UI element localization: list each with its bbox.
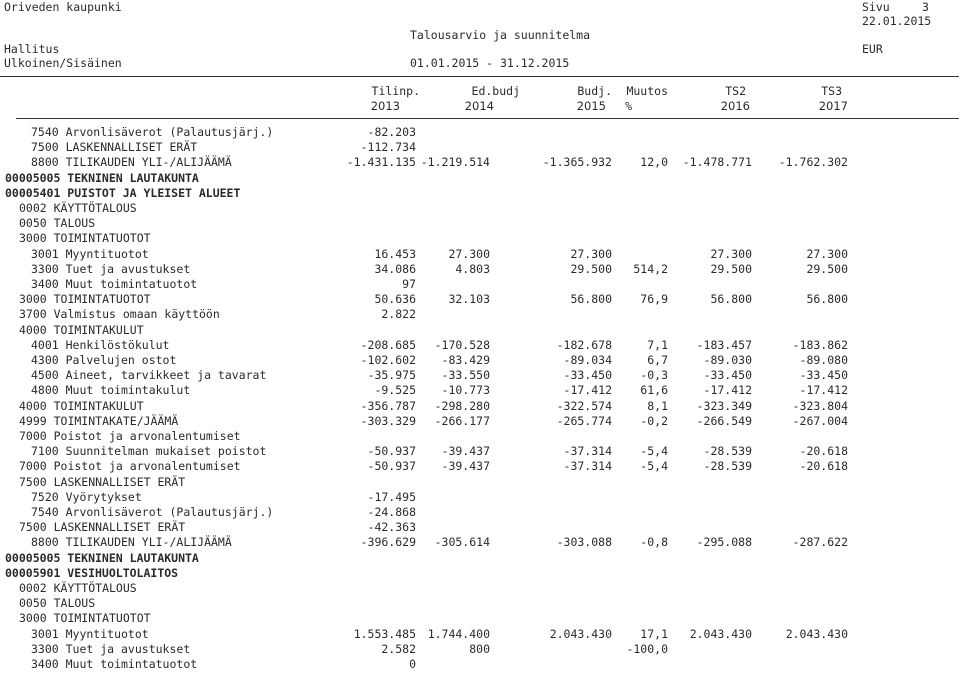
row-label: 00005901 VESIHUOLTOLAITOS	[5, 565, 179, 580]
cell-budj: -37.314	[563, 459, 612, 474]
cell-edbudj: -298.280	[434, 398, 490, 413]
row-label: 3700 Valmistus omaan käyttöön	[19, 307, 220, 322]
cell-edbudj: -39.437	[441, 459, 490, 474]
cell-edbudj: -1.219.514	[420, 155, 490, 170]
cell-tilinp: 2.822	[381, 307, 416, 322]
row-label: 3000 TOIMINTATUOTOT	[19, 231, 151, 246]
col-header-edbudj: Ed.budj	[471, 84, 520, 98]
row-label: 4000 TOIMINTAKULUT	[19, 322, 144, 337]
row-label: 7500 LASKENNALLISET ERÄT	[31, 140, 198, 155]
cell-ts3: -20.618	[799, 444, 848, 459]
row-label: 7000 Poistot ja arvonalentumiset	[19, 429, 241, 443]
cell-tilinp: -17.495	[367, 489, 416, 504]
cell-tilinp: 2.582	[381, 641, 416, 656]
cell-edbudj: 27.300	[448, 246, 490, 261]
row-label: 4500 Aineet, tarvikkeet ja tavarat	[31, 368, 267, 383]
row-label: 4000 TOIMINTAKULUT	[19, 398, 144, 413]
cell-edbudj: -33.550	[441, 368, 490, 383]
cell-budj: 2.043.430	[549, 626, 612, 641]
cell-ts3: -1.762.302	[778, 155, 848, 170]
unit-name: Ulkoinen/Sisäinen	[4, 56, 122, 70]
col-header-ts2: TS2	[725, 84, 746, 98]
cell-tilinp: -356.787	[360, 398, 416, 413]
cell-edbudj: -83.429	[441, 353, 490, 367]
cell-muutos: 12,0	[640, 155, 668, 170]
cell-edbudj: 1.744.400	[427, 626, 490, 641]
cell-tilinp: -24.868	[367, 505, 416, 519]
cell-ts3: 2.043.430	[785, 626, 848, 641]
currency-label: EUR	[862, 42, 883, 56]
cell-budj: -322.574	[556, 398, 612, 413]
cell-muutos: 6,7	[647, 353, 668, 367]
cell-tilinp: -102.602	[360, 353, 416, 367]
report-period: 01.01.2015 - 31.12.2015	[410, 56, 570, 70]
row-label: 3001 Myyntituotot	[31, 246, 149, 261]
row-label: 3300 Tuet ja avustukset	[31, 641, 191, 656]
cell-tilinp: 0	[409, 657, 416, 671]
row-label: 00005401 PUISTOT JA YLEISET ALUEET	[5, 185, 241, 200]
cell-budj: -265.774	[556, 413, 612, 428]
row-label: 7500 LASKENNALLISET ERÄT	[19, 474, 186, 489]
cell-ts3: -267.004	[792, 413, 848, 428]
cell-edbudj: -170.528	[434, 337, 490, 352]
cell-muutos: -0,8	[640, 535, 668, 550]
page-number: 3	[922, 0, 929, 14]
cell-ts3: -183.862	[792, 337, 848, 352]
cell-muutos: -100,0	[626, 641, 668, 656]
row-label: 0050 TALOUS	[19, 596, 96, 611]
cell-ts3: 29.500	[806, 261, 848, 276]
cell-edbudj: -39.437	[441, 444, 490, 459]
cell-budj: 27.300	[570, 246, 612, 261]
cell-muutos: 17,1	[640, 626, 668, 641]
cell-tilinp: -1.431.135	[346, 155, 416, 170]
cell-edbudj: 800	[469, 641, 490, 656]
cell-budj: -37.314	[563, 444, 612, 459]
row-label: 4800 Muut toimintakulut	[31, 383, 191, 398]
row-label: 0002 KÄYTTÖTALOUS	[19, 581, 137, 595]
row-label: 8800 TILIKAUDEN YLI-/ALIJÄÄMÄ	[31, 535, 232, 550]
row-label: 7500 LASKENNALLISET ERÄT	[19, 520, 186, 535]
cell-tilinp: -208.685	[360, 337, 416, 352]
cell-ts3: 27.300	[806, 246, 848, 261]
cell-ts3: -89.080	[799, 353, 848, 367]
cell-ts2: 56.800	[710, 292, 752, 307]
col-header-ts2-year: 2016	[720, 99, 750, 113]
cell-edbudj: -305.614	[434, 535, 490, 550]
cell-ts2: -89.030	[703, 353, 752, 367]
row-label: 3001 Myyntituotot	[31, 626, 149, 641]
row-label: 8800 TILIKAUDEN YLI-/ALIJÄÄMÄ	[31, 155, 232, 170]
row-label: 3400 Muut toimintatuotot	[31, 657, 198, 671]
row-label: 4001 Henkilöstökulut	[31, 337, 170, 352]
report-date: 22.01.2015	[862, 14, 932, 28]
cell-tilinp: -42.363	[367, 520, 416, 535]
cell-ts2: -28.539	[703, 459, 752, 474]
cell-tilinp: -82.203	[367, 125, 416, 139]
cell-edbudj: -10.773	[441, 383, 490, 398]
cell-ts2: 2.043.430	[689, 626, 752, 641]
cell-tilinp: 1.553.485	[353, 626, 416, 641]
cell-budj: 56.800	[570, 292, 612, 307]
report-title: Talousarvio ja suunnitelma	[410, 28, 591, 42]
col-header-tilinp-year: 2013	[370, 99, 400, 113]
cell-ts2: -183.457	[696, 337, 752, 352]
cell-tilinp: -35.975	[367, 368, 416, 383]
cell-edbudj: 4.803	[455, 261, 490, 276]
cell-ts2: -266.549	[696, 413, 752, 428]
row-label: 3400 Muut toimintatuotot	[31, 277, 198, 291]
cell-tilinp: -9.525	[374, 383, 416, 398]
cell-muutos: 61,6	[640, 383, 668, 398]
cell-budj: -89.034	[563, 353, 612, 367]
col-header-ts3-year: 2017	[818, 99, 848, 113]
cell-ts3: -17.412	[799, 383, 848, 398]
cell-ts2: -28.539	[703, 444, 752, 459]
row-label: 4300 Palvelujen ostot	[31, 353, 177, 367]
cell-muutos: 514,2	[633, 261, 668, 276]
col-header-muutos-unit: %	[625, 99, 632, 113]
cell-tilinp: -50.937	[367, 459, 416, 474]
col-header-tilinp: Tilinp.	[371, 84, 420, 98]
cell-ts2: -323.349	[696, 398, 752, 413]
cell-tilinp: -50.937	[367, 444, 416, 459]
row-label: 3000 TOIMINTATUOTOT	[19, 611, 151, 626]
cell-ts3: -323.804	[792, 398, 848, 413]
cell-budj: -182.678	[556, 337, 612, 352]
cell-ts3: -20.618	[799, 459, 848, 474]
row-label: 00005005 TEKNINEN LAUTAKUNTA	[5, 550, 199, 565]
cell-tilinp: -303.329	[360, 413, 416, 428]
cell-budj: 29.500	[570, 261, 612, 276]
col-header-ts3: TS3	[821, 84, 842, 98]
cell-edbudj: -266.177	[434, 413, 490, 428]
cell-muutos: -0,2	[640, 413, 668, 428]
cell-ts2: 29.500	[710, 261, 752, 276]
cell-ts2: -17.412	[703, 383, 752, 398]
cell-budj: -303.088	[556, 535, 612, 550]
row-label: 7540 Arvonlisäverot (Palautusjärj.)	[31, 505, 274, 519]
cell-ts2: -295.088	[696, 535, 752, 550]
columns-divider	[16, 118, 959, 119]
col-header-budj-year: 2015	[576, 99, 606, 113]
cell-ts3: -287.622	[792, 535, 848, 550]
cell-budj: -33.450	[563, 368, 612, 383]
col-header-muutos: Muutos	[626, 84, 668, 98]
cell-ts3: -33.450	[799, 368, 848, 383]
cell-muutos: 7,1	[647, 337, 668, 352]
row-label: 7000 Poistot ja arvonalentumiset	[19, 459, 241, 474]
cell-edbudj: 32.103	[448, 292, 490, 307]
row-label: 0050 TALOUS	[19, 216, 96, 231]
cell-ts3: 56.800	[806, 292, 848, 307]
col-header-budj: Budj.	[577, 84, 612, 98]
cell-tilinp: 97	[402, 277, 416, 291]
cell-muutos: -5,4	[640, 459, 668, 474]
row-label: 3000 TOIMINTATUOTOT	[19, 292, 151, 307]
group-name: Hallitus	[4, 42, 60, 56]
row-label: 7100 Suunnitelman mukaiset poistot	[31, 444, 267, 459]
cell-budj: -17.412	[563, 383, 612, 398]
page-label: Sivu	[862, 0, 890, 14]
cell-muutos: -5,4	[640, 444, 668, 459]
row-label: 4999 TOIMINTAKATE/JÄÄMÄ	[19, 413, 179, 428]
cell-tilinp: 50.636	[374, 292, 416, 307]
cell-muutos: 8,1	[647, 398, 668, 413]
cell-tilinp: 34.086	[374, 261, 416, 276]
cell-budj: -1.365.932	[542, 155, 612, 170]
header-divider	[0, 76, 959, 77]
cell-muutos: 76,9	[640, 292, 668, 307]
org-name: Oriveden kaupunki	[4, 0, 122, 14]
col-header-edbudj-year: 2014	[464, 99, 494, 113]
cell-tilinp: 16.453	[374, 246, 416, 261]
row-label: 00005005 TEKNINEN LAUTAKUNTA	[5, 170, 199, 185]
row-label: 7540 Arvonlisäverot (Palautusjärj.)	[31, 125, 274, 139]
cell-tilinp: -396.629	[360, 535, 416, 550]
row-label: 7520 Vyörytykset	[31, 489, 142, 504]
cell-tilinp: -112.734	[360, 140, 416, 155]
cell-muutos: -0,3	[640, 368, 668, 383]
cell-ts2: -33.450	[703, 368, 752, 383]
row-label: 3300 Tuet ja avustukset	[31, 261, 191, 276]
row-label: 0002 KÄYTTÖTALOUS	[19, 201, 137, 215]
cell-ts2: 27.300	[710, 246, 752, 261]
cell-ts2: -1.478.771	[682, 155, 752, 170]
